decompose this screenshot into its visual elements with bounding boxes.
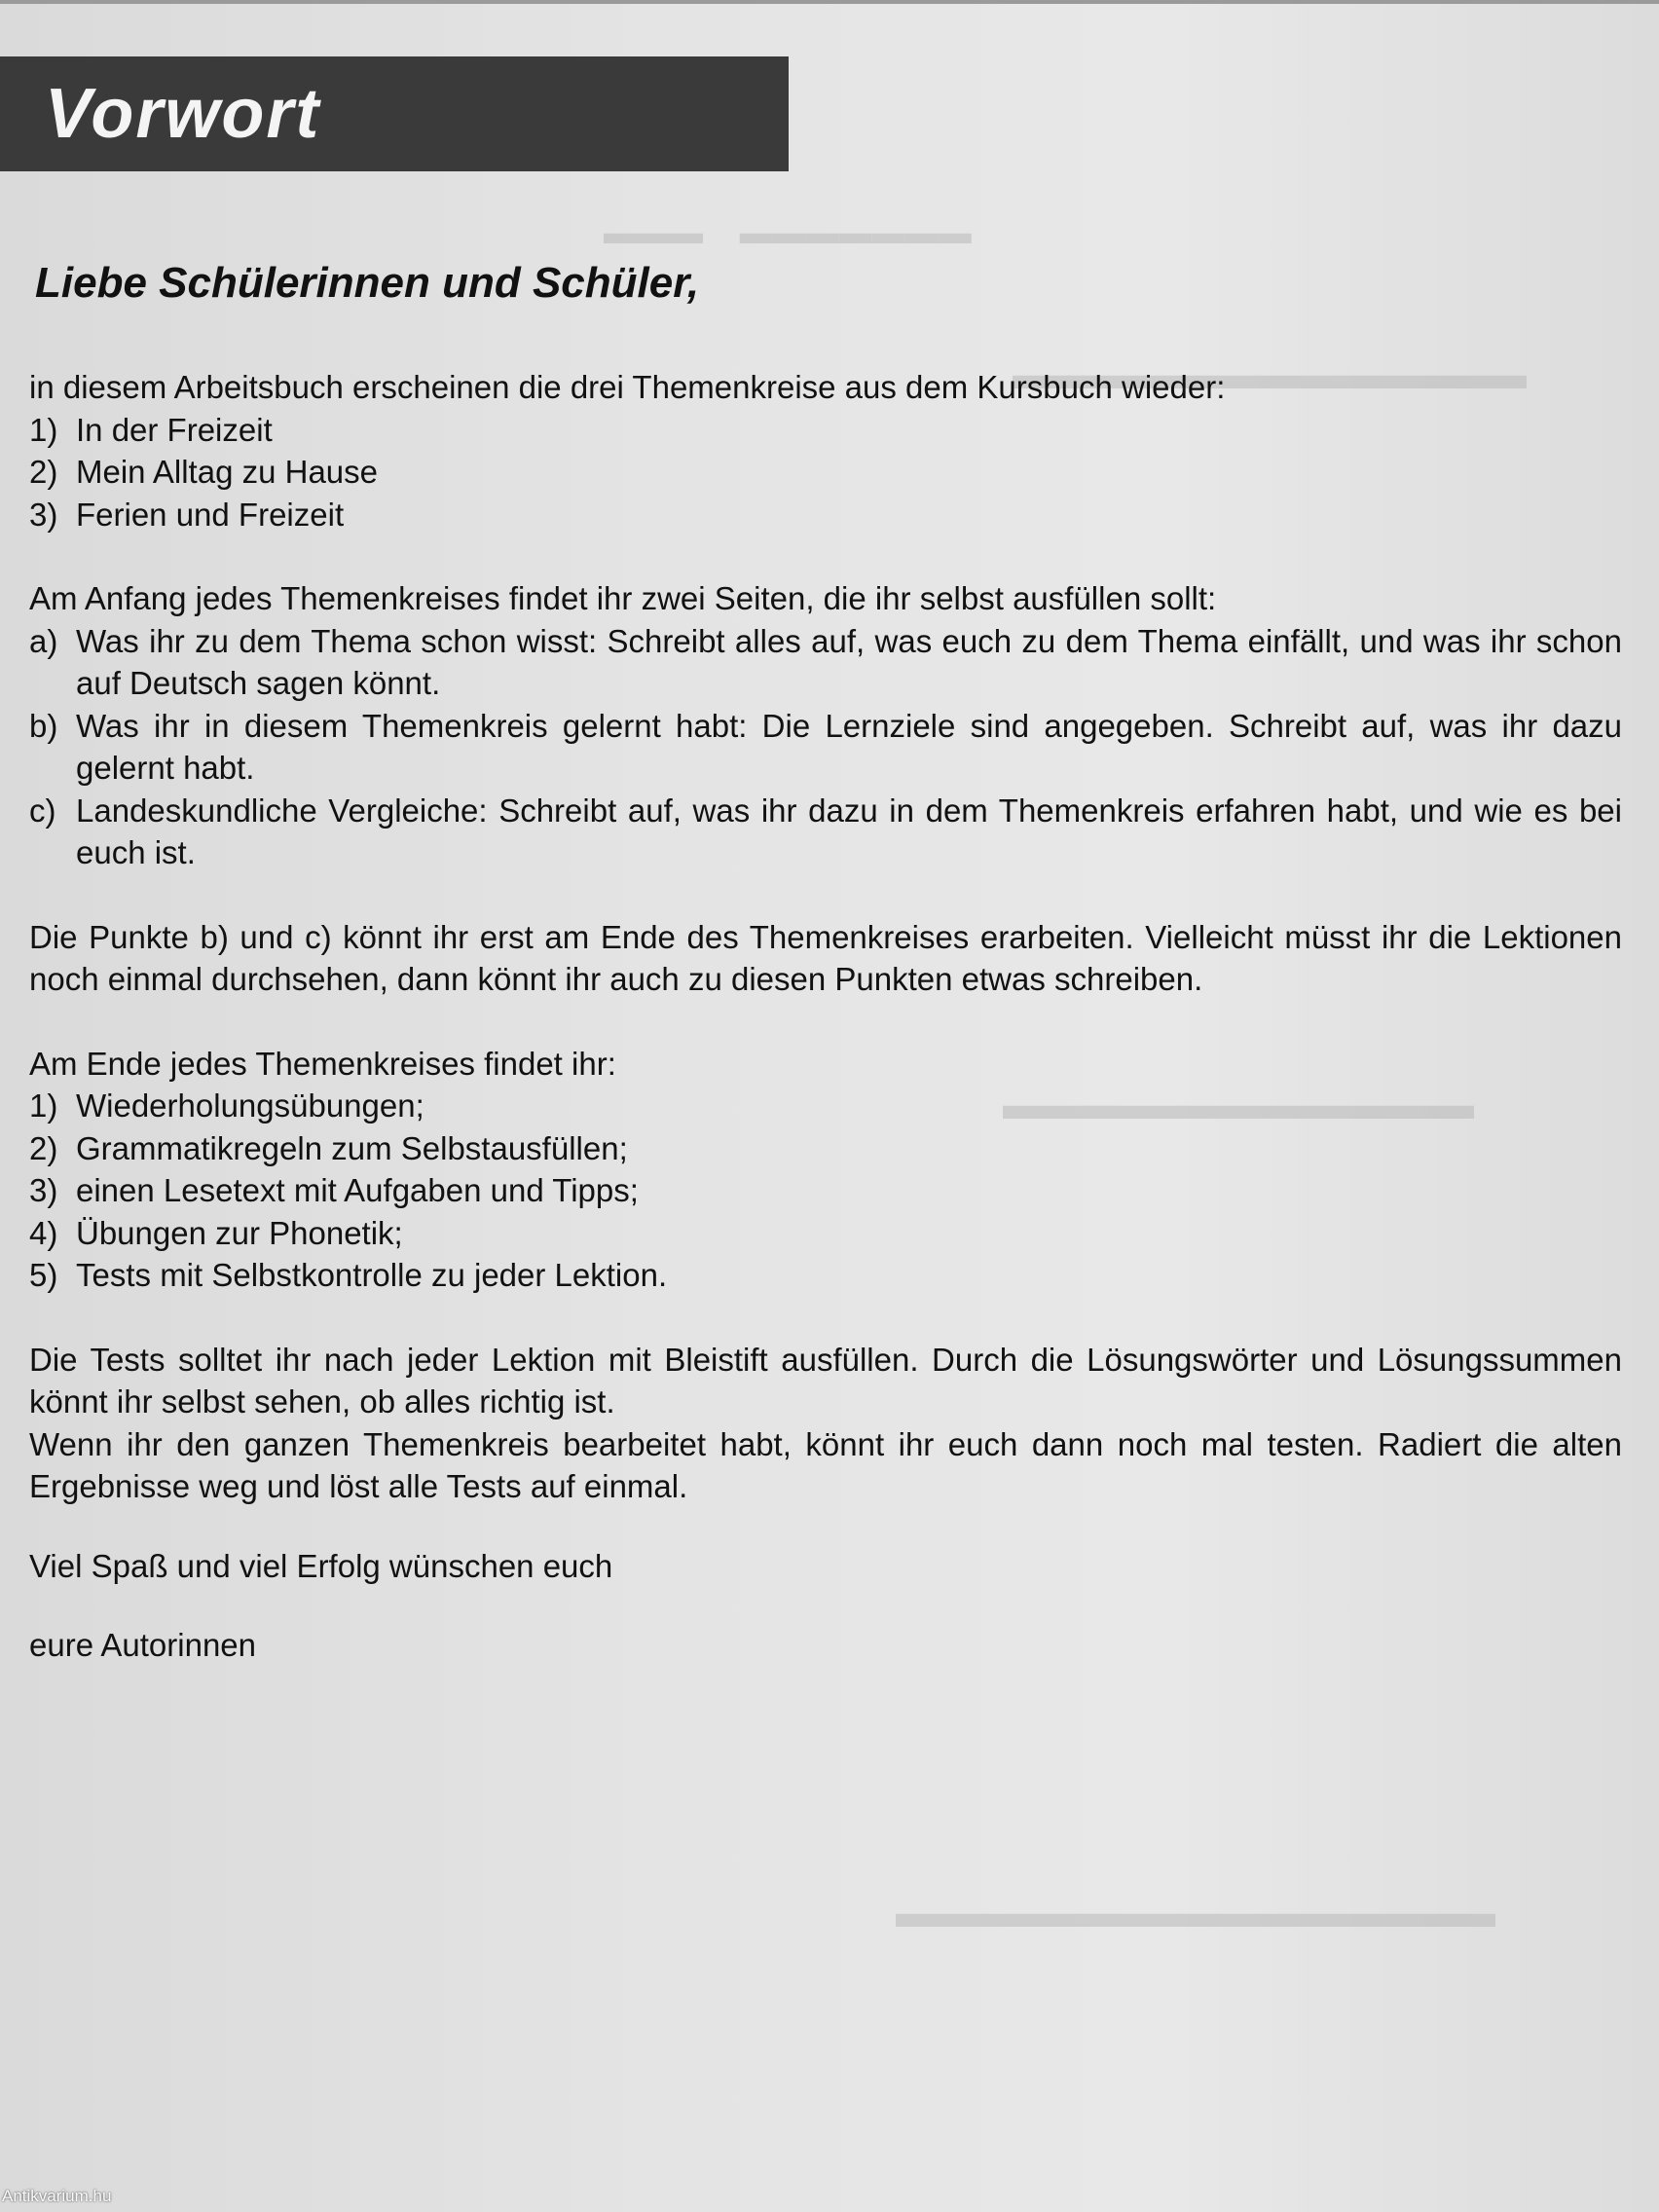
list-item: 1) Wiederholungsübungen; [29, 1088, 424, 1124]
page-title: Vorwort [0, 56, 789, 171]
intro-lead: in diesem Arbeitsbuch erscheinen die drei Themenkreise aus dem Kursbuch wieder: [29, 369, 1226, 405]
list-item: b) Was ihr in diesem Themenkreis gelernt habt: Die Lernziele sind angegeben. Schreibt auf, was ihr dazu gelernt habt. [29, 707, 1622, 786]
ending-lead: Am Ende jedes Themenkreises findet ihr: [29, 1045, 616, 1082]
salutation: Liebe Schülerinnen und Schüler, [35, 259, 700, 307]
closing-line: Viel Spaß und viel Erfolg wünschen euch [29, 1547, 613, 1584]
bleed-through-text: ▬▬▬▬▬▬▬ ▬▬▬ [604, 214, 972, 251]
bleed-through-text: ▬▬▬▬▬▬▬▬▬▬▬ [1003, 1081, 1474, 1128]
tests-paragraph: Die Tests solltet ihr nach jeder Lektion mit Bleistift ausfüllen. Durch die Lösungswörter und Lösungssummen könnt ihr selbst sehen, ob alles richtig ist. [29, 1341, 1622, 1419]
tests-paragraph: Wenn ihr den ganzen Themenkreis bearbeitet habt, könnt ihr euch dann noch mal testen. Radiert die alten Ergebnisse weg und löst alle Tests auf einmal. [29, 1425, 1622, 1504]
list-item: 2) Grammatikregeln zum Selbstausfüllen; [29, 1129, 628, 1166]
list-item: 5) Tests mit Selbstkontrolle zu jeder Lektion. [29, 1257, 668, 1293]
list-item: 2) Mein Alltag zu Hause [29, 454, 379, 490]
watermark: Antikvarium.hu [2, 2187, 112, 2205]
list-item: 3) einen Lesetext mit Aufgaben und Tipps; [29, 1172, 639, 1208]
preface-body [29, 366, 1622, 1667]
list-item: 1) In der Freizeit [29, 411, 273, 448]
list-item: 3) Ferien und Freizeit [29, 496, 345, 533]
signature: eure Autorinnen [29, 1627, 257, 1663]
page-top-edge [0, 0, 1659, 4]
points-paragraph: Die Punkte b) und c) könnt ihr erst am Ende des Themenkreises erarbeiten. Vielleicht müsst ihr die Lektionen noch einmal durchsehen, dann könnt ihr auch zu diesen Punkten etwas schreiben. [29, 918, 1622, 997]
list-item: 4) Übungen zur Phonetik; [29, 1214, 403, 1251]
list-item: c) Landeskundliche Vergleiche: Schreibt auf, was ihr dazu in dem Themenkreis erfahren habt, und wie es bei euch ist. [29, 792, 1622, 870]
list-item: a) Was ihr zu dem Thema schon wisst: Schreibt alles auf, was euch zu dem Thema einfällt, und was ihr schon auf Deutsch sagen könnt. [29, 622, 1622, 701]
beginning-lead: Am Anfang jedes Themenkreises findet ihr zwei Seiten, die ihr selbst ausfüllen sollt: [29, 580, 1217, 616]
bleed-through-text: ▬▬▬▬▬▬▬▬▬▬▬▬▬▬ [896, 1889, 1495, 1936]
bleed-through-text: ▬▬▬▬▬▬▬▬▬▬▬▬ [1013, 350, 1527, 398]
